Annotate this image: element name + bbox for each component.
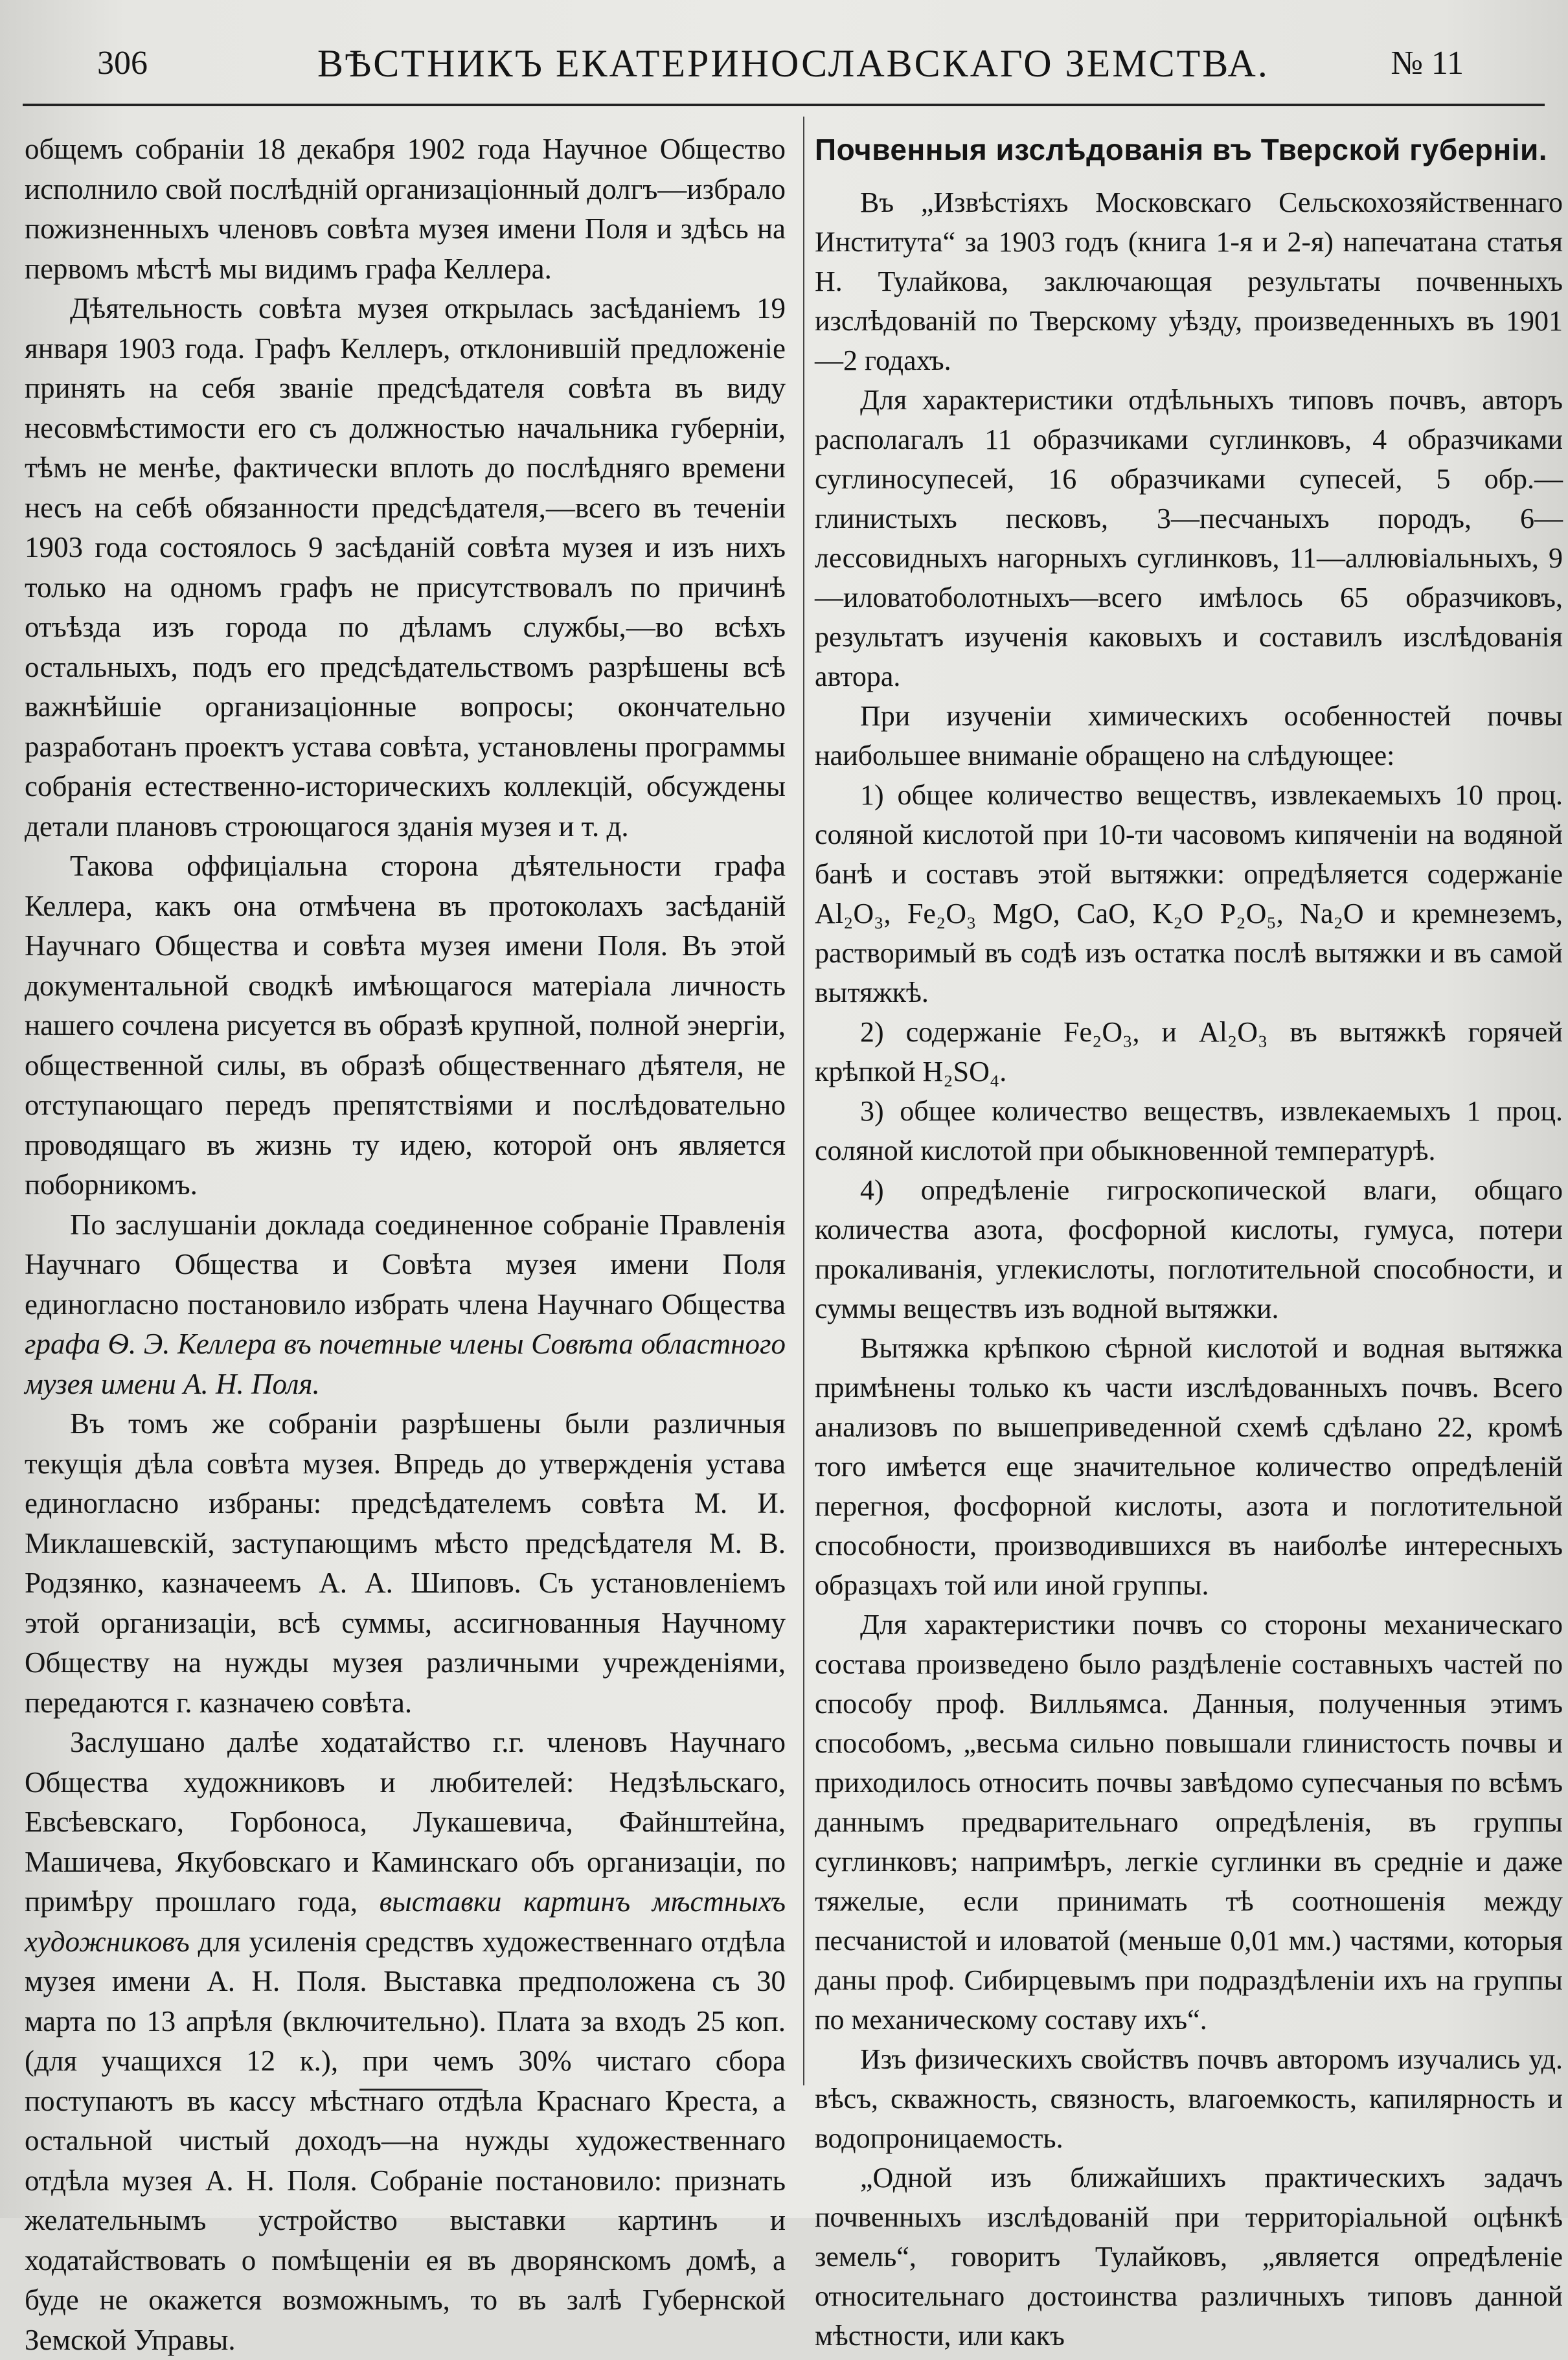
list-item: 3) общее количество веществъ, извлекаемыхъ 1 проц. соляной кислотой при обыкновенной температурѣ.: [815, 1095, 1563, 1166]
journal-title: ВѢСТНИКЪ ЕКАТЕРИНОСЛАВСКАГО ЗЕМСТВА.: [317, 42, 1269, 85]
paragraph: Такова оффиціальна сторона дѣятельности графа Келлера, какъ она отмѣчена въ протоколахъ засѣданій Научнаго Общества и совѣта музея имени Поля. Въ этой документальной сводкѣ имѣющагося матеріала личность нашего сочлена рисуется въ образѣ крупной, полной энергіи, общественной силы, въ образѣ общественнаго дѣятеля, не отступающаго передъ препятствіями и послѣдовательно проводящаго въ жизнь ту идею, которой онъ является поборникомъ.: [25, 850, 786, 1201]
list-item: 2) содержаніе Fe₂O₃, и Al₂O₃ въ вытяжкѣ горячей крѣпкой H₂SO₄.: [815, 1016, 1563, 1087]
article-heading: Почвенныя изслѣдованія въ Тверской губерніи.: [815, 133, 1548, 166]
page-header: [84, 39, 1477, 91]
paragraph: Въ томъ же собраніи разрѣшены были различныя текущія дѣла совѣта музея. Впредь до утвержденія устава единогласно избраны: предсѣдателемъ совѣта М. И. Миклашевскій, заступающимъ мѣсто предсѣдателя М. В. Родзянко, казначеемъ А. А. Шиповъ. Съ установленіемъ этой организаціи, всѣ суммы, ассигнованныя Научному Обществу на нужды музея различными учрежденіями, передаются г. казначею совѣта.: [25, 1407, 786, 1719]
paragraph: При изученіи химическихъ особенностей почвы наибольшее вниманіе обращено на слѣдующее:: [815, 700, 1563, 771]
paragraph: Дѣятельность совѣта музея открылась засѣданіемъ 19 января 1903 года. Графъ Келлеръ, отклонившій предложеніе принять на себя званіе предсѣдателя совѣта въ виду несовмѣстимости его съ должностью начальника губерніи, тѣмъ не менѣе, фактически вплоть до послѣдняго времени несъ на себѣ обязанности предсѣдателя,—всего въ теченіи 1903 года состоялось 9 засѣданій совѣта музея и изъ нихъ только на одномъ графъ не присутствовалъ по причинѣ отъѣзда изъ города по дѣламъ службы,—во всѣхъ остальныхъ, подъ его предсѣдательствомъ разрѣшены всѣ важнѣйшіе организаціонные вопросы; окончательно разработанъ проектъ устава совѣта, установлены программы собранія естественно-историческихъ коллекцій, обсуждены детали плановъ строющагося зданія музея и т. д.: [25, 292, 786, 843]
column-divider: [803, 117, 804, 2085]
left-column: [25, 130, 786, 2360]
page-number: 306: [97, 45, 148, 82]
article-end-rule: [359, 2089, 483, 2091]
paragraph: Въ „Извѣстіяхъ Московскаго Сельскохозяйственнаго Института“ за 1903 годъ (книга 1-я и 2-я) напечатана статья Н. Тулайкова, заключающая результаты почвенныхъ изслѣдованій по Тверскому уѣзду, произведенныхъ въ 1901—2 годахъ.: [815, 187, 1563, 376]
list-item: 1) общее количество веществъ, извлекаемыхъ 10 проц. соляной кислотой при 10-ти часовомъ кипяченіи на водяной банѣ и составъ этой вытяжки: опредѣляется содержаніе Al₂O₃, Fe₂O₃ MgO, CaO, K₂O P₂O₅, Na₂O и кремнеземъ, растворимый въ содѣ изъ остатка послѣ вытяжки и въ самой вытяжкѣ.: [815, 779, 1563, 1008]
paragraph-text: для усиленія средствъ художественнаго отдѣла музея имени А. Н. Поля. Выставка предположена съ 30 марта по 13 апрѣля (включительно). Плата за входъ 25 коп. (для учащихся 12 к.), при чемъ 30% чистаго сбора поступаютъ въ кассу мѣстнаго отдѣла Краснаго Креста, а остальной чистый доходъ—на нужды художественнаго отдѣла музея А. Н. Поля. Собраніе постановило: признать желательнымъ устройство выставки картинъ и ходатайствовать о помѣщеніи ея въ дворянскомъ домѣ, а буде не окажется возможнымъ, то въ залѣ Губернской Земской Управы.: [25, 1925, 786, 2356]
paragraph: Изъ физическихъ свойствъ почвъ авторомъ изучались уд. вѣсъ, скважность, связность, влагоемкость, капилярность и водопроницаемость.: [815, 2043, 1563, 2154]
paragraph: „Одной изъ ближайшихъ практическихъ задачъ почвенныхъ изслѣдованій при территоріальной оцѣнкѣ земель“, говоритъ Тулайковъ, „является опредѣленіе относительнаго достоинства различныхъ типовъ данной мѣстности, или какъ: [815, 2162, 1563, 2352]
italic-phrase: графа Ѳ. Э. Келлера въ почетные члены Совѣта областного музея имени А. Н. Поля.: [25, 1328, 786, 1400]
list-item: 4) опредѣленіе гигроскопической влаги, общаго количества азота, фосфорной кислоты, гумуса, потери прокаливанія, углекислоты, поглотительной способности, и суммы веществъ изъ водной вытяжки.: [815, 1174, 1563, 1324]
header-rule: [23, 104, 1545, 106]
paragraph-text: Заслушано далѣе ходатайство г.г. членовъ Научнаго Общества художниковъ и любителей: Недзѣльскаго, Евсѣевскаго, Горбоноса, Лукашевича, Файнштейна, Машичева, Якубовскаго и Каминскаго объ организаціи, по примѣру прошлаго года,: [25, 1726, 786, 1918]
paragraph: [25, 1205, 786, 1405]
paragraph: Вытяжка крѣпкою сѣрной кислотой и водная вытяжка примѣнены только къ части изслѣдованныхъ почвъ. Всего анализовъ по вышеприведенной схемѣ сдѣлано 22, кромѣ того имѣется еще значительное количество опредѣленій перегноя, фосфорной кислоты, азота и поглотительной способности, производившихся въ наиболѣе интересныхъ образцахъ той или иной группы.: [815, 1332, 1563, 1601]
paragraph-text: По заслушаніи доклада соединенное собраніе Правленія Научнаго Общества и Совѣта музея имени Поля единогласно постановило избрать члена Научнаго Общества: [25, 1208, 786, 1321]
paragraph: Для характеристики почвъ со стороны механическаго состава произведено было раздѣленіе составныхъ частей по способу проф. Вилльямса. Данныя, полученныя этимъ способомъ, „весьма сильно повышали глинистость почвы и приходилось относить почвы завѣдомо супесчаныя по всѣмъ даннымъ предварительнаго опредѣленія, въ группы суглинковъ; напримѣръ, легкіе суглинки въ средніе и даже тяжелые, если принимать тѣ соотношенія между песчанистой и иловатой (меньше 0,01 мм.) частями, которыя даны проф. Сибирцевымъ при подраздѣленіи ихъ на группы по механическому составу ихъ“.: [815, 1609, 1563, 2036]
paragraph: общемъ собраніи 18 декабря 1902 года Научное Общество исполнило свой послѣдній организаціонный долгъ—избрало пожизненныхъ членовъ совѣта музея имени Поля и здѣсь на первомъ мѣстѣ мы видимъ графа Келлера.: [25, 133, 786, 285]
issue-number: № 11: [1391, 45, 1464, 82]
paragraph: Для характеристики отдѣльныхъ типовъ почвъ, авторъ располагалъ 11 образчиками суглинковъ, 4 образчиками суглиносупесей, 16 образчиками супесей, 5 обр.—глинистыхъ песковъ, 3—песчаныхъ породъ, 6— лессовидныхъ нагорныхъ суглинковъ, 11—аллювіальныхъ, 9—иловатоболотныхъ—всего имѣлось 65 образчиковъ, результатъ изученія каковыхъ и составилъ изслѣдованія автора.: [815, 384, 1563, 692]
paragraph: [25, 1723, 786, 2360]
italic-phrase: выставки картинъ мѣстныхъ художниковъ: [25, 1885, 786, 1958]
right-column: [815, 130, 1563, 2355]
